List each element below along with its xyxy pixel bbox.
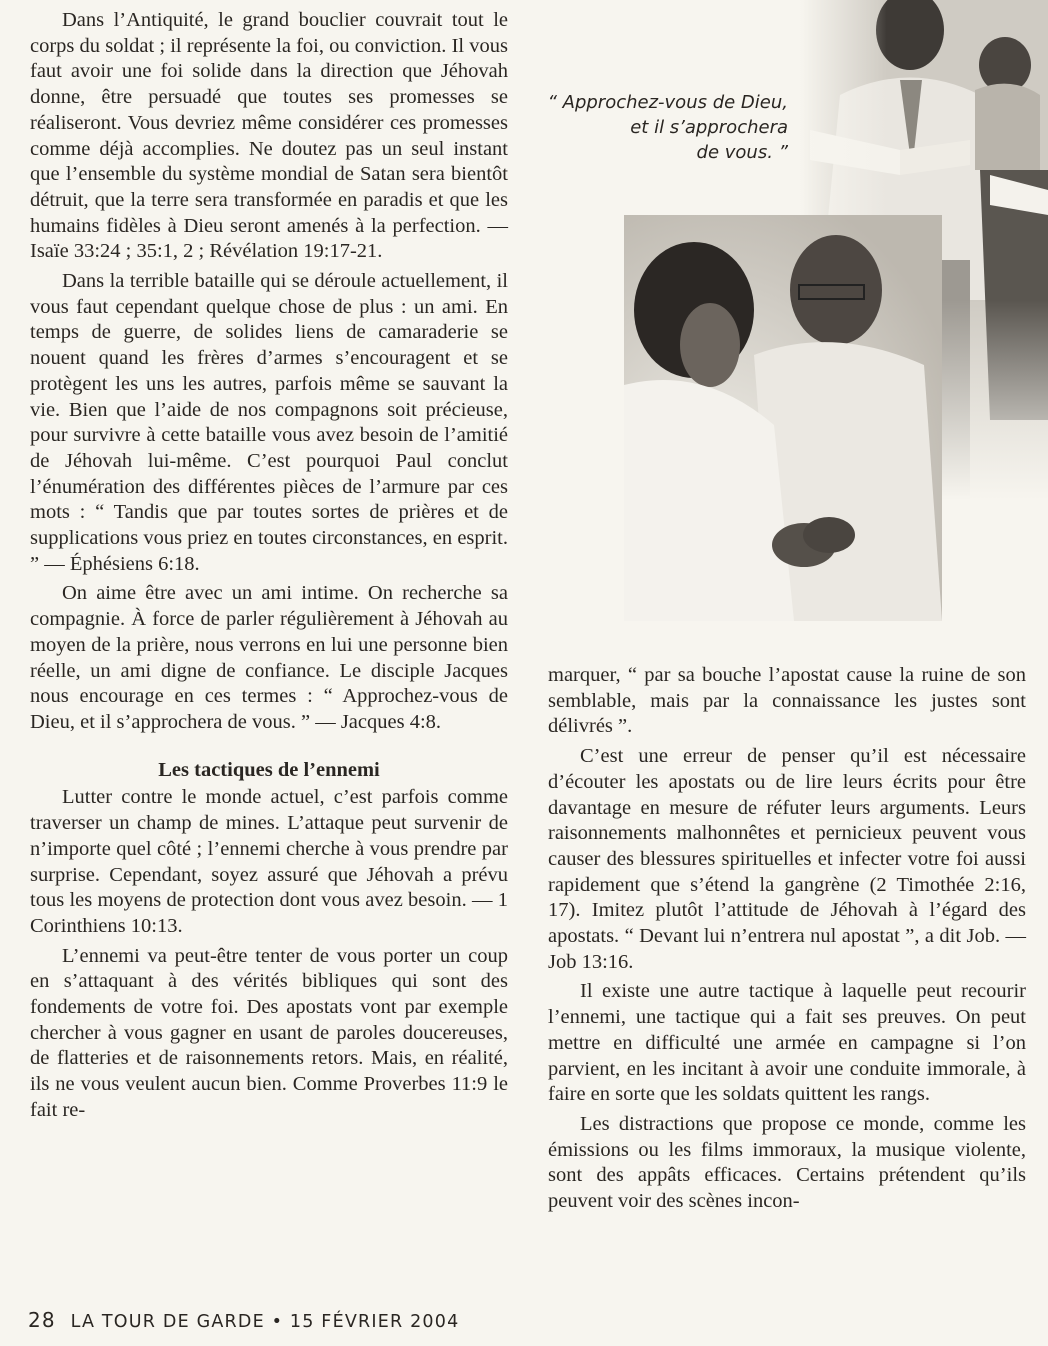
paragraph: C’est une erreur de penser qu’il est nécessaire d’écouter les apostats ou de lire leurs écrits pour être davantage en mesure de réfuter leurs arguments. Leurs raisonnements malhonnêtes et pernicieux peuvent vous causer des blessures spirituelles et infecter votre foi aussi rapidement que s’étend la gangrène (2 Timothée 2:16, 17). Imitez plutôt l’attitude de Jéhovah à l’égard des apostats. “ Devant lui n’entrera nul apostat ”, a dit Job. — Job 13:16. (548, 745, 1026, 973)
paragraph: marquer, “ par sa bouche l’apostat cause la ruine de son semblable, mais par la connaissance les justes sont délivrés ”. (548, 664, 1026, 738)
footer-title: LA TOUR DE GARDE • 15 FÉVRIER 2004 (70, 1312, 460, 1332)
paragraph: L’ennemi va peut-être tenter de vous porter un coup en s’attaquant à des vérités bibliques qui sont des fondements de votre foi. Des apostats vont par exemple chercher à vous gagner en usant de paroles doucereuses, de flatteries et de raisonnements retors. Mais, en réalité, ils ne vous veulent aucun bien. Comme Proverbes 11:9 le fait re- (30, 944, 508, 1121)
pull-quote (540, 90, 788, 165)
right-column (548, 663, 1026, 1215)
page-number: 28 (28, 1308, 56, 1332)
paragraph: On aime être avec un ami intime. On recherche sa compagnie. À force de parler régulièrement à Jéhovah au moyen de la prière, nous verrons en lui une personne bien réelle, un ami digne de confiance. Le disciple Jacques nous encourage en ces termes : “ Approchez-vous de Dieu, et il s’approchera de vous. ” — Jacques 4:8. (30, 582, 508, 733)
paragraph: Dans l’Antiquité, le grand bouclier couvrait tout le corps du soldat ; il représente la foi, ou conviction. Il vous faut avoir une foi solide dans la direction que Jéhovah donne, être persuadé que toutes ses promesses se réaliseront. Vous devriez même considérer ces promesses comme déjà accomplies. Ne doutez pas un seul instant que l’ensemble du système mondial de Satan sera bientôt détruit, que la terre sera transformée en paradis et que les humains fidèles à Dieu seront amenés à la perfection. — Isaïe 33:24 ; 35:1, 2 ; Révélation 19:17-21. (30, 9, 508, 263)
pull-quote-line: et il s’approchera (630, 117, 788, 138)
paragraph: Dans la terrible bataille qui se déroule actuellement, il vous faut cependant quelque chose de plus : un ami. En temps de guerre, de solides liens de camaraderie se nouent quand les frères d’armes s’encouragent et se protègent les uns les autres, parfois même se sauvant la vie. Bien que l’aide de nos compagnons soit précieuse, pour survivre à cette bataille vous avez besoin de l’amitié de Jéhovah lui-même. C’est pourquoi Paul conclut l’énumération des différentes pièces de l’armure par ces mots : “ Tandis que par toutes sortes de prières et de supplications vous priez en toutes circonstances, en esprit. ” — Éphésiens 6:18. (30, 270, 508, 575)
pull-quote-line: de vous. ” (696, 142, 788, 163)
page-footer (28, 1308, 459, 1332)
paragraph: Les distractions que propose ce monde, comme les émissions ou les films immoraux, la musique violente, sont des appâts efficaces. Certains prétendent qu’ils peuvent voir des scènes incon- (548, 1112, 1026, 1213)
paragraph: Il existe une autre tactique à laquelle peut recourir l’ennemi, une tactique qui a fait ses preuves. On peut mettre en difficulté une armée en campagne si l’on parvient, en les incitant à avoir une conduite immorale, à faire en sorte que les soldats quittent les rangs. (548, 980, 1026, 1106)
paragraph: Lutter contre le monde actuel, c’est parfois comme traverser un champ de mines. L’attaque peut survenir de n’importe quel côté ; l’ennemi cherche à vous prendre par surprise. Cependant, soyez assuré que Jéhovah a prévu tous les moyens de protection dont vous avez besoin. — 1 Corinthiens 10:13. (30, 786, 508, 937)
left-column (30, 8, 508, 1124)
pull-quote-line: “ Approchez-vous de Dieu, (547, 92, 788, 113)
couple-photo (624, 215, 942, 621)
section-heading: Les tactiques de l’ennemi (158, 758, 380, 781)
